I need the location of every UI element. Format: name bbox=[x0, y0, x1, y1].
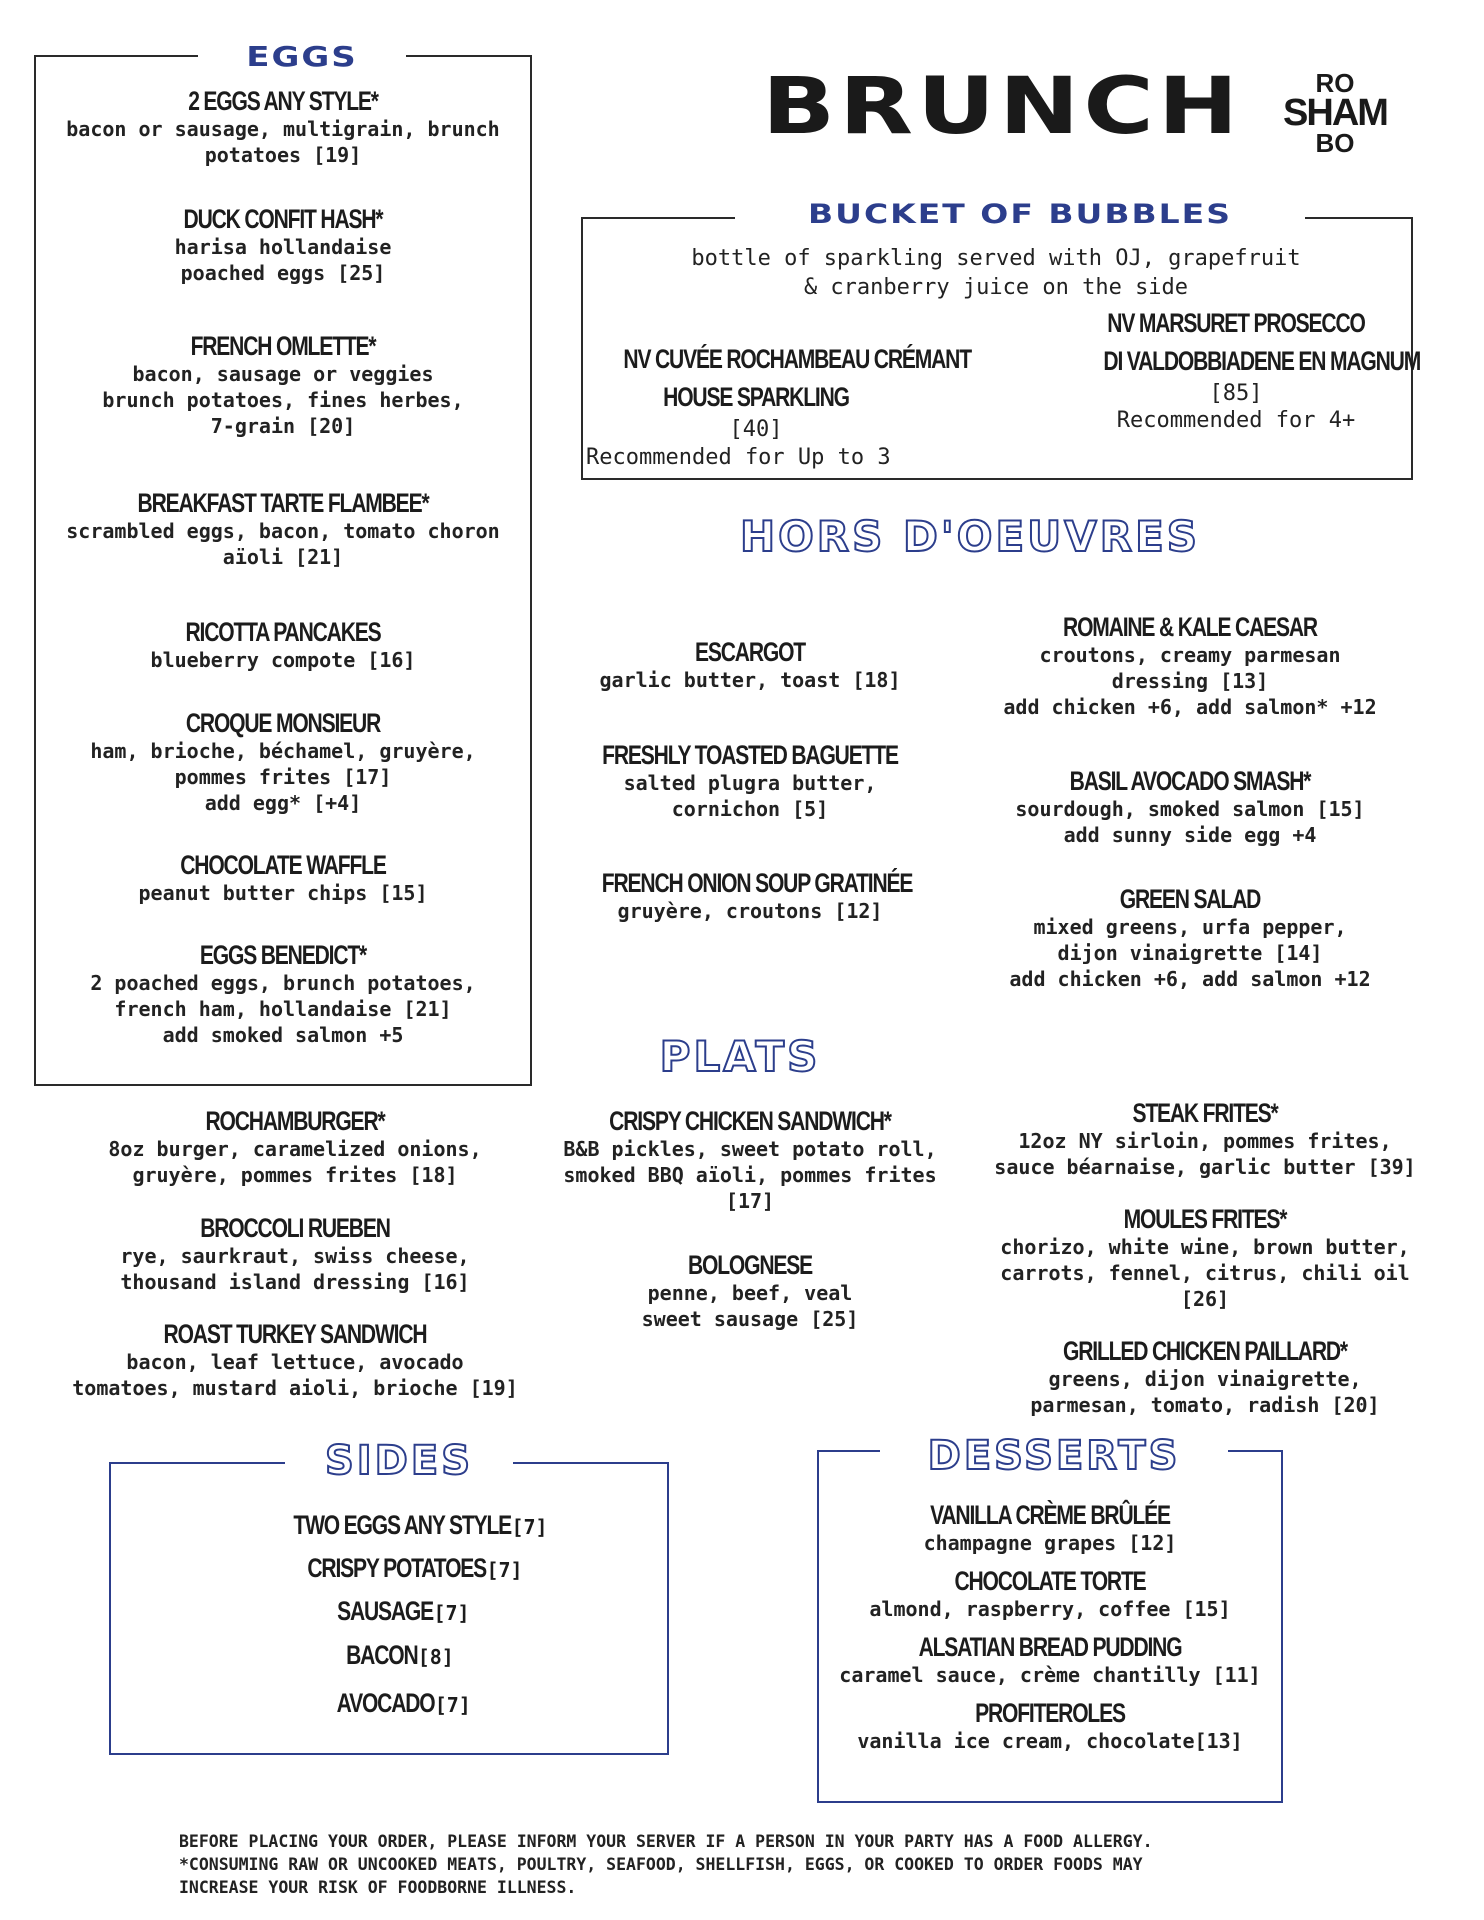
item-name: BREAKFAST TARTE FLAMBEE* bbox=[137, 488, 429, 518]
item-desc: 8oz burger, caramelized onions, gruyère, pommes frites [18] bbox=[108, 1137, 482, 1187]
menu-item bbox=[965, 1336, 1445, 1418]
item-desc: bacon or sausage, multigrain, brunch potatoes [19] bbox=[66, 117, 500, 167]
menu-item bbox=[820, 1632, 1280, 1688]
item-desc: champagne grapes [12] bbox=[923, 1531, 1177, 1555]
item-name: CRISPY POTATOES bbox=[307, 1553, 487, 1583]
desserts-section-title: DESSERTS bbox=[880, 1432, 1228, 1480]
menu-item bbox=[40, 331, 526, 439]
item-name: HOUSE SPARKLING bbox=[663, 382, 849, 412]
menu-item bbox=[820, 1698, 1280, 1754]
side-item bbox=[120, 1596, 660, 1627]
item-desc: blueberry compote [16] bbox=[150, 648, 416, 672]
item-name: ROAST TURKEY SANDWICH bbox=[163, 1319, 427, 1349]
item-desc: mixed greens, urfa pepper, dijon vinaigrette [14] add chicken +6, add salmon +12 bbox=[1009, 915, 1371, 991]
item-desc: almond, raspberry, coffee [15] bbox=[869, 1597, 1231, 1621]
menu-item bbox=[965, 1204, 1445, 1312]
item-name: TWO EGGS ANY STYLE bbox=[293, 1510, 512, 1540]
item-desc: gruyère, croutons [12] bbox=[617, 899, 883, 923]
menu-item bbox=[960, 766, 1420, 848]
item-desc: rye, saurkraut, swiss cheese, thousand island dressing [16] bbox=[120, 1244, 470, 1294]
item-desc: vanilla ice cream, chocolate[13] bbox=[857, 1729, 1243, 1753]
item-name: BACON bbox=[346, 1640, 418, 1670]
item-price: [7] bbox=[511, 1515, 548, 1539]
item-name: ESCARGOT bbox=[694, 637, 805, 667]
menu-item bbox=[560, 637, 940, 693]
item-desc: salted plugra butter, cornichon [5] bbox=[623, 771, 877, 821]
item-name: BASIL AVOCADO SMASH* bbox=[1069, 766, 1311, 796]
item-desc: 12oz NY sirloin, pommes frites, sauce béarnaise, garlic butter [39] bbox=[994, 1129, 1416, 1179]
menu-item bbox=[40, 1213, 550, 1295]
menu-item bbox=[40, 1319, 550, 1401]
item-name: PROFITEROLES bbox=[975, 1698, 1125, 1728]
item-price: [7] bbox=[486, 1558, 523, 1582]
logo-line: RO bbox=[1315, 68, 1355, 98]
item-desc: harisa hollandaise poached eggs [25] bbox=[174, 235, 392, 285]
bubbles-intro: bottle of sparkling served with OJ, grapefruit & cranberry juice on the side bbox=[691, 246, 1301, 300]
item-name: ALSATIAN BREAD PUDDING bbox=[918, 1632, 1182, 1662]
menu-item bbox=[820, 1500, 1280, 1556]
item-desc: sourdough, smoked salmon [15] add sunny side egg +4 bbox=[1015, 797, 1365, 847]
item-name: FRESHLY TOASTED BAGUETTE bbox=[602, 740, 898, 770]
bubbles-right-note: Recommended for 4+ bbox=[1116, 408, 1356, 433]
item-name: FRENCH OMLETTE* bbox=[190, 331, 376, 361]
item-name: CRISPY CHICKEN SANDWICH* bbox=[609, 1106, 891, 1136]
allergy-disclaimer: BEFORE PLACING YOUR ORDER, PLEASE INFORM YOUR SERVER IF A PERSON IN YOUR PARTY HAS A FOOD ALLERGY. *CONSUMING RAW OR UNCOOKED MEATS, POULTRY, SEAFOOD, SHELLFISH, EGGS, OR COOKED TO ORDER FOODS MAY INCREASE YOUR RISK OF FOODBORNE ILLNESS. bbox=[179, 1832, 1153, 1897]
menu-item bbox=[40, 850, 526, 906]
menu-item bbox=[965, 1098, 1445, 1180]
menu-item bbox=[40, 940, 526, 1048]
item-name: STEAK FRITES* bbox=[1132, 1098, 1278, 1128]
bubbles-left-note: Recommended for Up to 3 bbox=[586, 445, 891, 470]
bubbles-right-item bbox=[1066, 307, 1421, 377]
menu-item bbox=[40, 488, 526, 570]
item-desc: peanut butter chips [15] bbox=[138, 881, 428, 905]
menu-item bbox=[40, 86, 526, 168]
item-desc: garlic butter, toast [18] bbox=[599, 668, 901, 692]
bubbles-left-item bbox=[586, 343, 971, 413]
item-price: [7] bbox=[434, 1693, 471, 1717]
item-name: SAUSAGE bbox=[337, 1596, 434, 1626]
logo-line: SHAM bbox=[1283, 92, 1387, 134]
menu-item bbox=[40, 204, 526, 286]
bubbles-left-price: [40] bbox=[729, 417, 783, 442]
logo-line: BO bbox=[1315, 128, 1355, 158]
menu-item bbox=[40, 617, 526, 673]
item-name: 2 EGGS ANY STYLE* bbox=[188, 86, 378, 116]
item-name: BROCCOLI RUEBEN bbox=[200, 1213, 390, 1243]
item-desc: bacon, leaf lettuce, avocado tomatoes, mustard aioli, brioche [19] bbox=[72, 1350, 518, 1400]
item-name: ROMAINE & KALE CAESAR bbox=[1063, 612, 1317, 642]
eggs-section-title: EGGS bbox=[198, 40, 406, 74]
item-desc: B&B pickles, sweet potato roll, smoked BBQ aïoli, pommes frites [17] bbox=[563, 1137, 937, 1213]
menu-item bbox=[820, 1566, 1280, 1622]
rochambo-logo bbox=[1280, 70, 1390, 156]
item-desc: caramel sauce, crème chantilly [11] bbox=[839, 1663, 1261, 1687]
item-name: BOLOGNESE bbox=[687, 1250, 813, 1280]
item-name: ROCHAMBURGER* bbox=[205, 1106, 385, 1136]
hors-section-title: HORS D'OEUVRES bbox=[700, 512, 1240, 562]
side-item bbox=[120, 1688, 660, 1719]
plats-section-title: PLATS bbox=[630, 1032, 850, 1082]
bubbles-right-price: [85] bbox=[1209, 381, 1263, 406]
item-desc: chorizo, white wine, brown butter, carrots, fennel, citrus, chili oil [26] bbox=[1000, 1235, 1410, 1311]
item-desc: croutons, creamy parmesan dressing [13] add chicken +6, add salmon* +12 bbox=[1003, 643, 1377, 719]
item-name: MOULES FRITES* bbox=[1123, 1204, 1287, 1234]
item-name: AVOCADO bbox=[336, 1688, 435, 1718]
menu-item bbox=[960, 884, 1420, 992]
item-name: VANILLA CRÈME BRÛLÉE bbox=[930, 1500, 1170, 1530]
item-name: NV MARSURET PROSECCO bbox=[1107, 308, 1365, 338]
item-desc: 2 poached eggs, brunch potatoes, french ham, hollandaise [21] add smoked salmon +5 bbox=[90, 971, 476, 1047]
item-desc: scrambled eggs, bacon, tomato choron aïoli [21] bbox=[66, 519, 500, 569]
item-name: NV CUVÉE ROCHAMBEAU CRÉMANT bbox=[623, 344, 971, 374]
item-price: [8] bbox=[417, 1645, 454, 1669]
side-item bbox=[120, 1553, 660, 1584]
sides-section-title: SIDES bbox=[285, 1437, 513, 1485]
item-name: GRILLED CHICKEN PAILLARD* bbox=[1063, 1336, 1347, 1366]
item-name: DUCK CONFIT HASH* bbox=[183, 204, 383, 234]
item-name: CHOCOLATE TORTE bbox=[954, 1566, 1146, 1596]
menu-item bbox=[560, 740, 940, 822]
item-price: [7] bbox=[433, 1601, 470, 1625]
item-name: CHOCOLATE WAFFLE bbox=[180, 850, 386, 880]
item-name: DI VALDOBBIADENE EN MAGNUM bbox=[1103, 346, 1421, 376]
menu-item bbox=[40, 708, 526, 816]
item-name: FRENCH ONION SOUP GRATINÉE bbox=[601, 868, 913, 898]
menu-item bbox=[545, 1106, 955, 1214]
item-name: GREEN SALAD bbox=[1119, 884, 1261, 914]
item-name: CROQUE MONSIEUR bbox=[185, 708, 381, 738]
item-name: EGGS BENEDICT* bbox=[199, 940, 367, 970]
item-desc: penne, beef, veal sweet sausage [25] bbox=[641, 1281, 859, 1331]
item-desc: bacon, sausage or veggies brunch potatoes, fines herbes, 7-grain [20] bbox=[102, 362, 464, 438]
item-desc: greens, dijon vinaigrette, parmesan, tomato, radish [20] bbox=[1030, 1367, 1380, 1417]
side-item bbox=[120, 1640, 660, 1671]
side-item bbox=[120, 1510, 660, 1541]
bubbles-section-title: BUCKET OF BUBBLES bbox=[735, 198, 1305, 230]
menu-item bbox=[960, 612, 1420, 720]
item-name: RICOTTA PANCAKES bbox=[185, 617, 381, 647]
menu-item bbox=[545, 1250, 955, 1332]
menu-item bbox=[40, 1106, 550, 1188]
page-title: BRUNCH bbox=[762, 60, 1243, 152]
menu-item bbox=[560, 868, 940, 924]
item-desc: ham, brioche, béchamel, gruyère, pommes frites [17] add egg* [+4] bbox=[90, 739, 476, 815]
